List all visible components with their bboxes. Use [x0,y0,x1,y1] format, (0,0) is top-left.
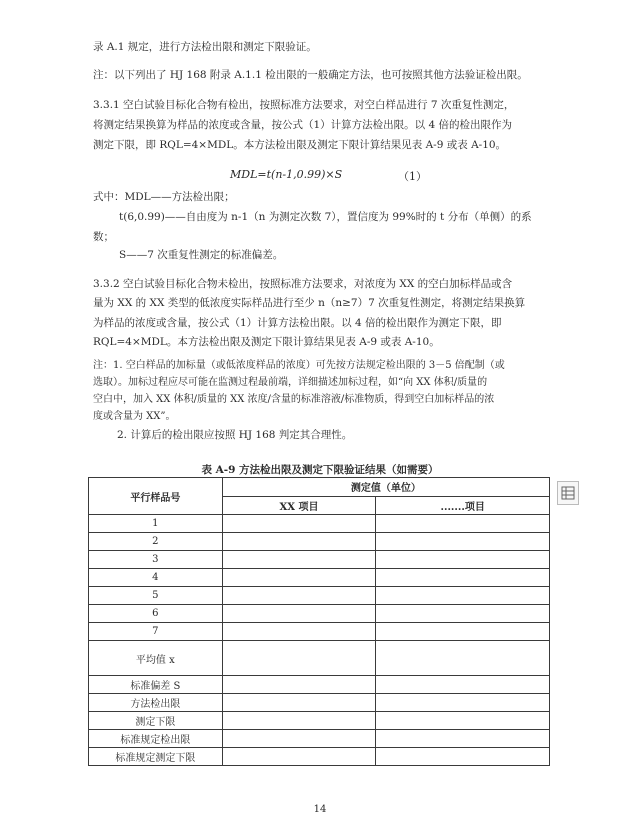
note-line: 空白中，加入 XX 体积/质量的 XX 浓度/含量的标准溶液/标准物质，得到空白加标样品的浓 [93,394,495,405]
row-label: 6 [89,605,223,623]
table-cell[interactable] [376,694,550,712]
text-line: 将测定结果换算为样品的浓度或含量，按公式（1）计算方法检出限。以 4 倍的检出限作为 [93,119,513,131]
row-label: 7 [89,623,223,641]
formula-number: （1） [398,170,427,183]
table-row [89,533,550,551]
note-line: 选取）。加标过程应尽可能在监测过程最前端，详细描述加标过程，如“向 XX 体积/质量的 [93,377,488,388]
table-cell[interactable] [222,641,376,676]
column-header-other-item: .......项目 [376,496,550,515]
row-label: 方法检出限 [89,694,223,712]
table-row [89,748,550,766]
table-cell[interactable] [222,676,376,694]
table-cell[interactable] [222,551,376,569]
section-3-3-2: 3.3.2 空白试验目标化合物未检出，按照标准方法要求，对浓度为 XX 的空白加标样品或含 [93,278,513,290]
note-line: 度或含量为 XX”。 [93,411,176,422]
table-row [89,551,550,569]
row-label: 3 [89,551,223,569]
text-line: 测定下限，即 RQL=4×MDL。本方法检出限及测定下限计算结果见表 A-9 或表 A-10。 [93,139,507,151]
row-label: 标准偏差 S [89,676,223,694]
page-number: 14 [313,804,327,815]
row-label-mean: 平均值 x [89,641,223,676]
table-cell[interactable] [376,551,550,569]
table-cell[interactable] [222,569,376,587]
table-row [89,712,550,730]
row-label: 1 [89,515,223,533]
table-cell[interactable] [376,533,550,551]
table-cell[interactable] [376,623,550,641]
table-row [89,694,550,712]
table-cell[interactable] [376,569,550,587]
definition-line: 式中：MDL——方法检出限； [93,191,235,203]
table-cell[interactable] [222,694,376,712]
note-line: 2. 计算后的检出限应按照 HJ 168 判定其合理性。 [117,429,353,441]
text-line: 录 A.1 规定，进行方法检出限和测定下限验证。 [93,41,317,53]
table-row [89,587,550,605]
text-line: 量为 XX 的 XX 类型的低浓度实际样品进行至少 n（n≥7）7 次重复性测定，将测定结果换算 [93,297,526,309]
definition-line: S——7 次重复性测定的标准偏差。 [119,249,284,261]
definition-line: t(6,0.99)——自由度为 n-1（n 为测定次数 7），置信度为 99%时的 t 分布（单侧）的系 [119,211,532,223]
table-row [89,676,550,694]
table-cell[interactable] [376,587,550,605]
column-header-xx-item: XX 项目 [222,496,376,515]
row-label: 测定下限 [89,712,223,730]
column-header-sample: 平行样品号 [89,478,223,515]
table-cell[interactable] [376,641,550,676]
section-3-3-1: 3.3.1 空白试验目标化合物有检出，按照标准方法要求，对空白样品进行 7 次重复性测定， [93,99,515,111]
table-cell[interactable] [376,748,550,766]
note-line: 注：1. 空白样品的加标量（或低浓度样品的浓度）可先按方法规定检出限的 3－5 倍配制（或 [93,360,505,371]
table-cell[interactable] [222,748,376,766]
table-row [89,641,550,676]
table-cell[interactable] [222,623,376,641]
table-cell[interactable] [222,515,376,533]
formula: MDL=t(n-1,0.99)×S [230,168,343,181]
table-cell[interactable] [222,730,376,748]
text-line: RQL=4×MDL。本方法检出限及测定下限计算结果见表 A-9 或表 A-10。 [93,336,440,348]
row-label: 5 [89,587,223,605]
table-cell[interactable] [222,605,376,623]
table-cell[interactable] [222,712,376,730]
table-cell[interactable] [376,676,550,694]
table-copy-icon[interactable] [557,481,579,505]
table-cell[interactable] [376,605,550,623]
table-row [89,569,550,587]
note-line: 注：以下列出了 HJ 168 附录 A.1.1 检出限的一般确定方法，也可按照其他方法验证检出限。 [93,69,528,81]
row-label: 标准规定检出限 [89,730,223,748]
row-label: 4 [89,569,223,587]
table-cell[interactable] [376,730,550,748]
table-cell[interactable] [376,515,550,533]
table-cell[interactable] [222,587,376,605]
column-group-header: 测定值（单位） [222,478,549,497]
table-cell[interactable] [376,712,550,730]
table-title: 表 A-9 方法检出限及测定下限验证结果（如需要） [201,464,439,476]
row-label: 2 [89,533,223,551]
results-table [88,477,550,766]
table-row [89,605,550,623]
definition-line: 数； [93,231,114,243]
table-cell[interactable] [222,533,376,551]
text-line: 为样品的浓度或含量，按公式（1）计算方法检出限。以 4 倍的检出限作为测定下限，即 [93,317,502,329]
table-copy-icon-glyph [561,486,575,500]
row-label: 标准规定测定下限 [89,748,223,766]
table-row [89,730,550,748]
table-row [89,515,550,533]
table-row [89,623,550,641]
